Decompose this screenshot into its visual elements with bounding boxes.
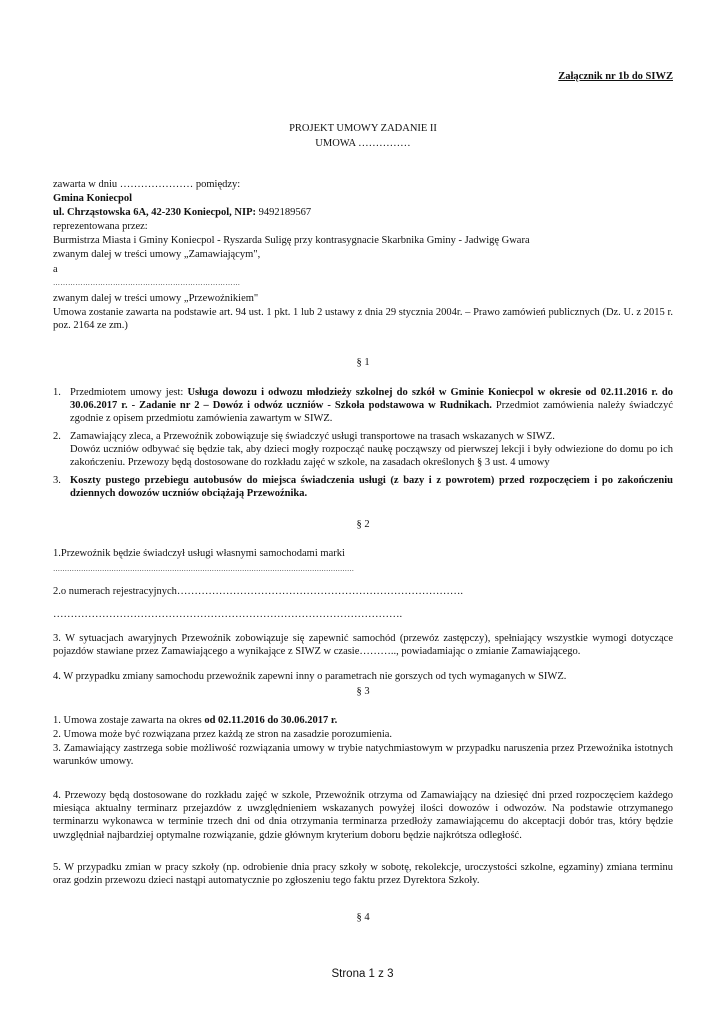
section-2-p1: 1.Przewoźnik będzie świadczył usługi własnymi samochodami marki bbox=[53, 548, 345, 559]
section-3-p1 bbox=[53, 714, 337, 727]
page-number: Strona 1 z 3 bbox=[331, 968, 394, 980]
section-1-item-1 bbox=[70, 386, 673, 426]
annex-label: Załącznik nr 1b do SIWZ bbox=[558, 71, 673, 82]
contract-title: UMOWA …………… bbox=[315, 138, 411, 149]
legal-basis: Umowa zostanie zawarta na podstawie art. 94 ust. 1 pkt. 1 lub 2 ustawy z dnia 29 stycznia 2004r. – Prawo zamówień publicznych (Dz. U. z 2015 r. poz. 2164 ze zm.) bbox=[53, 307, 673, 332]
section-2-p3: 3. W sytuacjach awaryjnych Przewoźnik zobowiązuje się zapewnić samochód (przewóz zastępczy), spełniający wszystkie wymogi dotyczące pojazdów stawiane przez Zamawiającego a wynikające z SIWZ w czasie……….., powiadamiając o zmianie Zamawiającego. bbox=[53, 633, 673, 658]
item-1-prefix: Przedmiotem umowy jest: bbox=[70, 387, 188, 398]
section-4-heading: § 4 bbox=[356, 912, 370, 923]
called-carrier-line: zwanym dalej w treści umowy „Przewoźnikiem" bbox=[53, 293, 259, 304]
representatives-line: Burmistrza Miasta i Gminy Koniecpol - Ryszarda Suligę przy kontrasygnacie Skarbnika Gminy - Jadwigę Gwara bbox=[53, 235, 530, 246]
item-3-number: 3. bbox=[53, 475, 61, 486]
section-3-p2: 2. Umowa może być rozwiązana przez każdą ze stron na zasadzie porozumienia. bbox=[53, 729, 393, 740]
section-3-p4: 4. Przewozy będą dostosowane do rozkładu zajęć w szkole, Przewoźnik otrzyma od Zamawiający na dziesięć dni przed rozpoczęciem każdego miesiąca aktualny terminarz przejazdów z uwzględnieniem wskazanych powyżej ilości dowozów i odwozów. Na podstawie otrzymanego terminarzu wykonawca w terminie trzech dni od dnia otrzymania terminarza przedłoży zamawiającemu do akceptacji dobór tras, który będzie uwzględniał najbardziej optymalne rozwiązanie, gdzie głównym kryterium doboru będzie najkrótsza odległość. bbox=[53, 790, 673, 841]
org-name: Gmina Koniecpol bbox=[53, 193, 133, 204]
section-3-p1-prefix: 1. Umowa zostaje zawarta na okres bbox=[53, 715, 205, 726]
contract-period: od 02.11.2016 do 30.06.2017 r. bbox=[204, 715, 338, 726]
item-1-subject: Usługa dowozu i odwozu młodzieży szkolnej do szkół w Gminie Koniecpol w okresie od 02.11.2016 r. do 30.06.2017 r. - Zadanie nr 2 – Dowóz i odwóz uczniów - Szkoła podstawowa w Rudnikach. bbox=[70, 387, 673, 412]
concluded-on-line: zawarta w dniu ………………… pomiędzy: bbox=[53, 179, 241, 190]
section-2-heading: § 2 bbox=[356, 519, 370, 530]
section-2-p4: 4. W przypadku zmiany samochodu przewoźnik zapewni inny o parametrach nie gorszych od tych wymaganych w SIWZ. bbox=[53, 671, 567, 682]
address-line bbox=[53, 206, 311, 219]
item-2-number: 2. bbox=[53, 431, 61, 442]
section-2-p1-dots: ………………………………………………………………………………………………………………… bbox=[53, 565, 354, 573]
called-ordering-line: zwanym dalej w treści umowy „Zamawiającym", bbox=[53, 249, 261, 260]
section-3-p3: 3. Zamawiający zastrzega sobie możliwość rozwiązania umowy w trybie natychmiastowym w przypadku naruszenia przez Przewoźnika istotnych warunków umowy. bbox=[53, 743, 673, 768]
section-1-item-2-line-2: Dowóz uczniów odbywać się będzie tak, aby dzieci mogły rozpocząć naukę począwszy od pierwszej lekcji i były odwiezione do domu po ich zakończeniu. Przewozy będą dostosowane do rozkładu zajęć w szkole, na zasadach określonych § 3 ust. 4 umowy bbox=[70, 444, 673, 469]
section-3-p5: 5. W przypadku zmian w pracy szkoły (np. odrobienie dnia pracy szkoły w sobotę, rekolekcje, uroczystości szkolne, egzaminy) zmiana terminu oraz godzin przewozu dzieci nastąpi automatycznie po zgłoszeniu tego faktu przez Dyrektora Szkoły. bbox=[53, 862, 673, 887]
section-1-item-3: Koszty pustego przebiegu autobusów do miejsca świadczenia usługi (z bazy i z powrotem) przed rozpoczęciem i po zakończeniu dziennych dowozów uczniów obciążają Przewoźnika. bbox=[70, 475, 673, 500]
item-1-number: 1. bbox=[53, 387, 61, 398]
item-1-rest: Przedmiot zamówienia należy świadczyć zgodnie z opisem przedmiotu zamówienia zawartym w SIWZ. bbox=[70, 400, 673, 425]
project-title: PROJEKT UMOWY ZADANIE II bbox=[289, 123, 437, 134]
and-line: a bbox=[53, 264, 58, 275]
section-2-p2: 2.o numerach rejestracyjnych………………………………………………………………………. bbox=[53, 586, 464, 597]
dots-line: ………………………………………………………………… bbox=[53, 279, 241, 287]
address-text: ul. Chrząstowska 6A, 42-230 Koniecpol, NIP: bbox=[53, 207, 257, 218]
section-3-heading: § 3 bbox=[356, 686, 370, 697]
section-1-heading: § 1 bbox=[356, 357, 370, 368]
nip-value: 9492189567 bbox=[256, 207, 312, 218]
section-1-item-2-line-1: Zamawiający zleca, a Przewoźnik zobowiązuje się świadczyć usługi transportowe na trasach wskazanych w SIWZ. bbox=[70, 431, 555, 442]
represented-by-line: reprezentowana przez: bbox=[53, 221, 148, 232]
section-2-p2-dots: ………………………………………………………………………………………. bbox=[53, 609, 403, 620]
